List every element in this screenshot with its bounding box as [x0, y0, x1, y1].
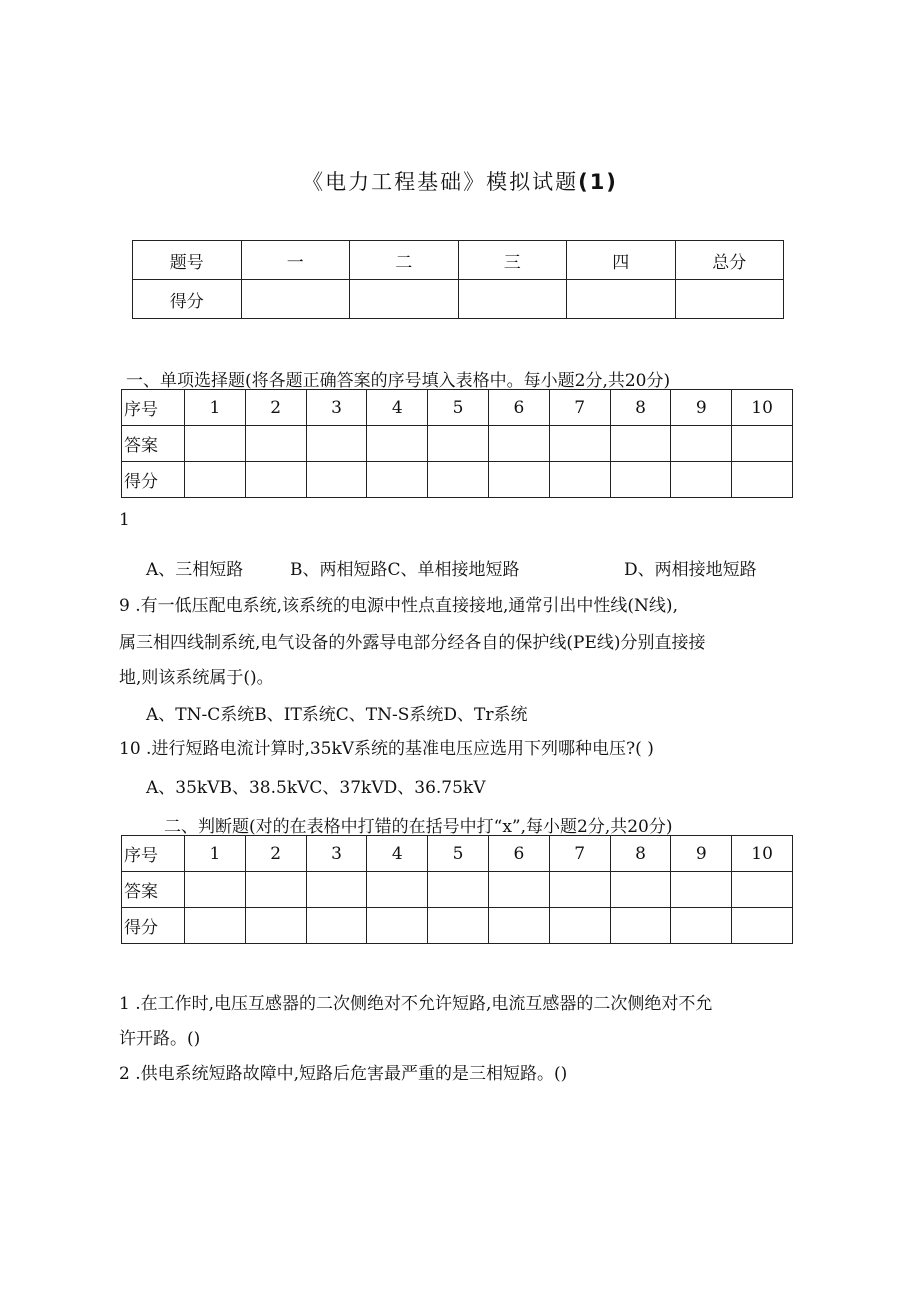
grid-number-cell: 4	[367, 836, 428, 872]
grid-row-label: 得分	[122, 908, 185, 944]
stray-number: 1	[119, 510, 130, 530]
q9-options: A、TN-C系统B、IT系统C、TN-S系统D、Tr系统	[146, 705, 528, 725]
q10-options: A、35kVB、38.5kVC、37kVD、36.75kV	[146, 778, 486, 798]
q9-line-1: 9 .有一低压配电系统,该系统的电源中性点直接接地,通常引出中性线(N线),	[119, 596, 678, 616]
answer-cell[interactable]	[671, 872, 732, 908]
score-cell[interactable]	[567, 280, 676, 319]
answer-cell[interactable]	[610, 872, 671, 908]
grid-score-cell[interactable]	[488, 462, 549, 498]
score-header-cell: 一	[241, 241, 350, 280]
section1-heading: 一、单项选择题(将各题正确答案的序号填入表格中。每小题2分,共20分)	[126, 371, 671, 391]
grid-row-label: 答案	[122, 872, 185, 908]
grid-score-cell[interactable]	[306, 908, 367, 944]
grid-score-cell[interactable]	[732, 908, 793, 944]
grid-number-cell: 7	[549, 390, 610, 426]
answer-cell[interactable]	[245, 426, 306, 462]
q9-line-3: 地,则该系统属于()。	[119, 668, 274, 688]
section2-heading: 二、判断题(对的在表格中打错的在括号中打“x”,每小题2分,共20分)	[164, 817, 673, 837]
grid-number-cell: 3	[306, 836, 367, 872]
score-value-row	[133, 280, 784, 319]
q8-option-a: A、三相短路	[146, 560, 244, 580]
grid-row-label: 序号	[122, 390, 185, 426]
grid-score-cell[interactable]	[488, 908, 549, 944]
score-cell[interactable]	[675, 280, 784, 319]
grid-score-cell[interactable]	[428, 908, 489, 944]
grid-score-row	[122, 908, 793, 944]
grid-score-cell[interactable]	[549, 908, 610, 944]
answer-cell[interactable]	[732, 872, 793, 908]
score-header-cell: 题号	[133, 241, 242, 280]
section2-answer-grid	[121, 835, 793, 944]
grid-number-row	[122, 836, 793, 872]
grid-score-row	[122, 462, 793, 498]
grid-score-cell[interactable]	[732, 462, 793, 498]
judge-q2: 2 .供电系统短路故障中,短路后危害最严重的是三相短路。()	[119, 1064, 568, 1084]
answer-cell[interactable]	[428, 426, 489, 462]
judge-q1-line-1: 1 .在工作时,电压互感器的二次侧绝对不允许短路,电流互感器的二次侧绝对不允	[119, 994, 713, 1014]
answer-cell[interactable]	[245, 872, 306, 908]
grid-score-cell[interactable]	[671, 462, 732, 498]
answer-cell[interactable]	[488, 426, 549, 462]
grid-row-label: 答案	[122, 426, 185, 462]
score-cell[interactable]	[458, 280, 567, 319]
judge-q1-line-2: 许开路。()	[119, 1029, 201, 1049]
score-row-label: 得分	[133, 280, 242, 319]
answer-cell[interactable]	[367, 426, 428, 462]
grid-number-cell: 10	[732, 390, 793, 426]
score-header-cell: 总分	[675, 241, 784, 280]
answer-cell[interactable]	[185, 872, 246, 908]
grid-number-cell: 2	[245, 836, 306, 872]
score-table	[132, 240, 784, 319]
grid-number-cell: 4	[367, 390, 428, 426]
grid-score-cell[interactable]	[549, 462, 610, 498]
q9-line-2: 属三相四线制系统,电气设备的外露导电部分经各自的保护线(PE线)分别直接接	[119, 633, 706, 653]
grid-score-cell[interactable]	[367, 462, 428, 498]
grid-answer-row	[122, 872, 793, 908]
score-header-row	[133, 241, 784, 280]
score-cell[interactable]	[241, 280, 350, 319]
grid-number-cell: 9	[671, 390, 732, 426]
grid-number-cell: 6	[488, 836, 549, 872]
title-number: (1)	[578, 170, 618, 194]
grid-score-cell[interactable]	[671, 908, 732, 944]
grid-score-cell[interactable]	[610, 908, 671, 944]
grid-number-cell: 3	[306, 390, 367, 426]
grid-number-cell: 6	[488, 390, 549, 426]
grid-score-cell[interactable]	[428, 462, 489, 498]
grid-row-label: 序号	[122, 836, 185, 872]
answer-cell[interactable]	[549, 426, 610, 462]
answer-cell[interactable]	[185, 426, 246, 462]
q8-option-d: D、两相接地短路	[624, 560, 757, 580]
answer-cell[interactable]	[671, 426, 732, 462]
grid-score-cell[interactable]	[245, 462, 306, 498]
score-header-cell: 三	[458, 241, 567, 280]
score-header-cell: 二	[350, 241, 459, 280]
grid-answer-row	[122, 426, 793, 462]
grid-number-cell: 10	[732, 836, 793, 872]
grid-number-cell: 1	[185, 390, 246, 426]
section1-answer-grid	[121, 389, 793, 498]
answer-cell[interactable]	[306, 872, 367, 908]
title-text: 《电力工程基础》模拟试题	[302, 170, 579, 194]
grid-score-cell[interactable]	[245, 908, 306, 944]
answer-cell[interactable]	[306, 426, 367, 462]
score-header-cell: 四	[567, 241, 676, 280]
grid-number-cell: 7	[549, 836, 610, 872]
q10-text: 10 .进行短路电流计算时,35kV系统的基准电压应选用下列哪种电压?( )	[119, 739, 654, 759]
grid-number-cell: 5	[428, 836, 489, 872]
answer-cell[interactable]	[428, 872, 489, 908]
grid-number-row	[122, 390, 793, 426]
answer-cell[interactable]	[610, 426, 671, 462]
score-cell[interactable]	[350, 280, 459, 319]
grid-score-cell[interactable]	[185, 908, 246, 944]
grid-number-cell: 5	[428, 390, 489, 426]
grid-row-label: 得分	[122, 462, 185, 498]
grid-score-cell[interactable]	[610, 462, 671, 498]
grid-score-cell[interactable]	[306, 462, 367, 498]
grid-number-cell: 8	[610, 390, 671, 426]
grid-number-cell: 9	[671, 836, 732, 872]
grid-score-cell[interactable]	[367, 908, 428, 944]
grid-number-cell: 1	[185, 836, 246, 872]
answer-cell[interactable]	[732, 426, 793, 462]
grid-number-cell: 8	[610, 836, 671, 872]
grid-score-cell[interactable]	[185, 462, 246, 498]
answer-cell[interactable]	[367, 872, 428, 908]
page-title	[0, 166, 920, 196]
q8-option-bc: B、两相短路C、单相接地短路	[290, 560, 520, 580]
answer-cell[interactable]	[549, 872, 610, 908]
grid-number-cell: 2	[245, 390, 306, 426]
answer-cell[interactable]	[488, 872, 549, 908]
